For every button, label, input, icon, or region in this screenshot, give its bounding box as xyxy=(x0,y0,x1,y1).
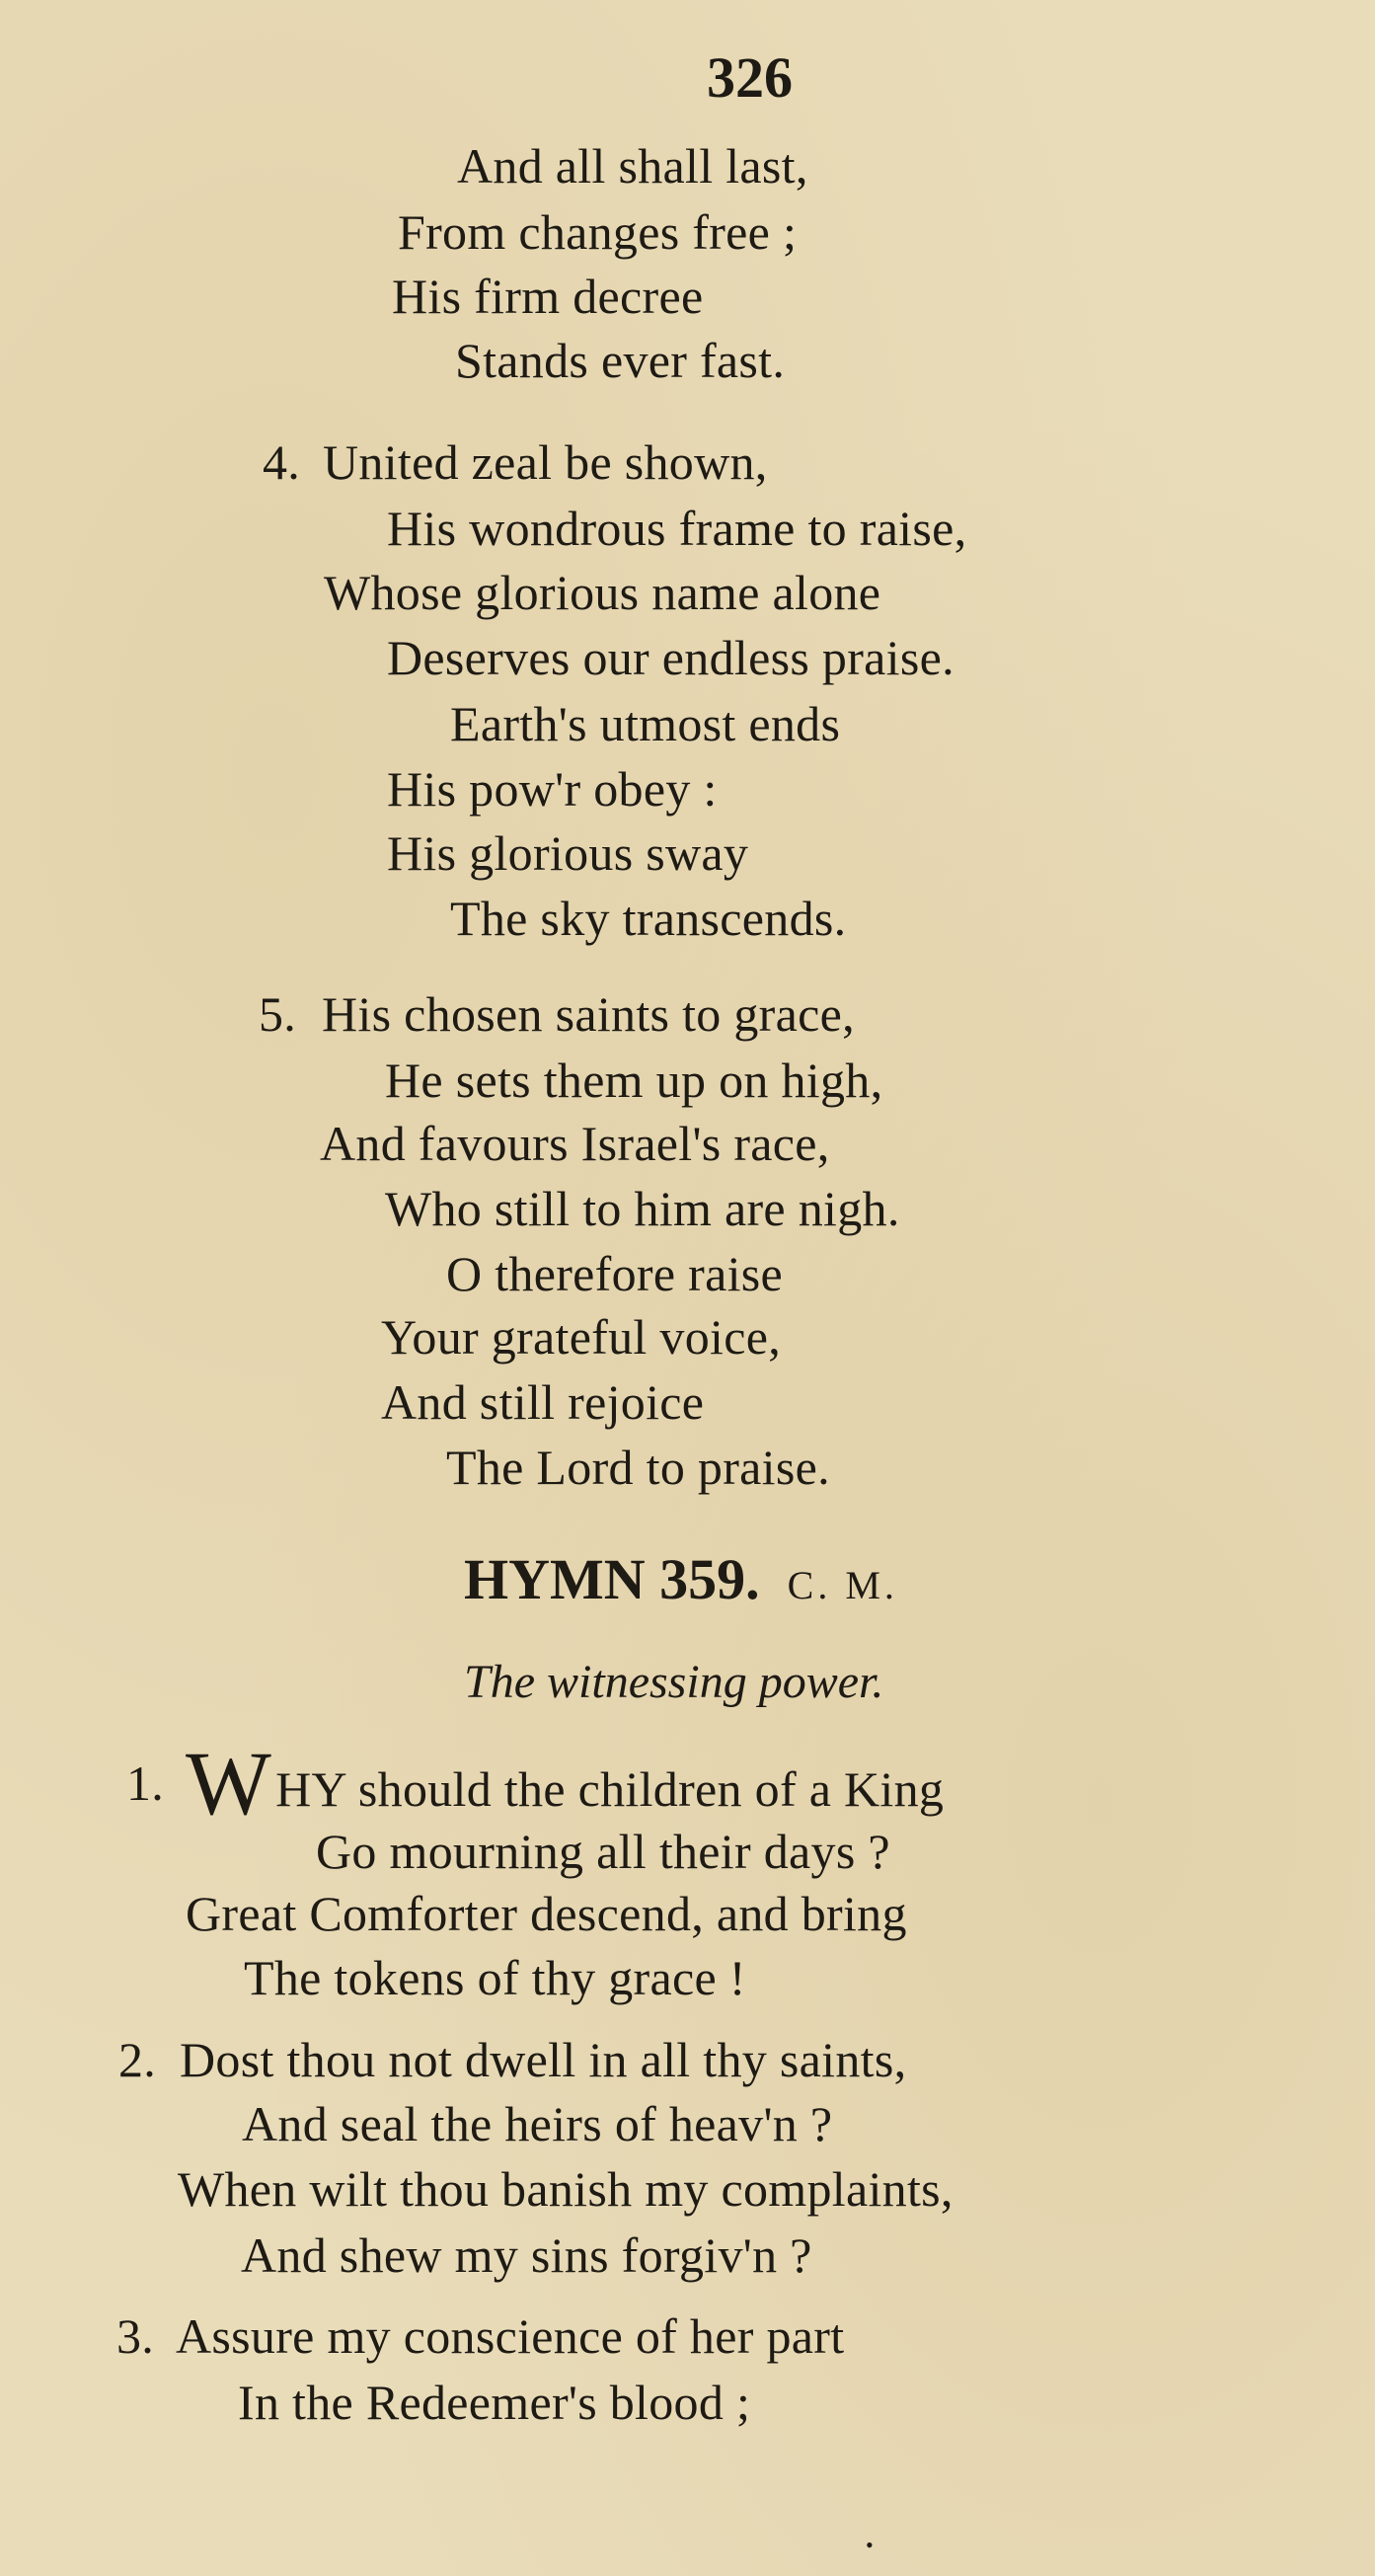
verse-line: His firm decree xyxy=(392,269,704,324)
page-number: 326 xyxy=(707,45,793,110)
ink-speck-decoration: • xyxy=(866,2533,874,2557)
verse-line: The sky transcends. xyxy=(450,891,847,946)
verse-line: Go mourning all their days ? xyxy=(316,1824,890,1879)
verse-line: United zeal be shown, xyxy=(323,434,768,490)
verse-line: O therefore raise xyxy=(446,1246,784,1301)
verse-line: And all shall last, xyxy=(457,138,808,194)
verse-line: In the Redeemer's blood ; xyxy=(238,2375,751,2430)
hymn-title xyxy=(464,1545,898,1620)
verse-line: Earth's utmost ends xyxy=(450,696,841,751)
verse-line: Deserves our endless praise. xyxy=(387,630,955,685)
stanza-number: 5. xyxy=(259,986,297,1042)
verse-number: 3. xyxy=(116,2308,155,2364)
stanza-number: 4. xyxy=(263,434,301,490)
verse-line: Stands ever fast. xyxy=(455,333,786,388)
hymn-subtitle: The witnessing power. xyxy=(464,1656,884,1708)
verse-line: His pow'r obey : xyxy=(387,761,718,817)
verse-line: His wondrous frame to raise, xyxy=(387,501,967,556)
verse-line: He sets them up on high, xyxy=(385,1053,883,1108)
verse-line: And favours Israel's race, xyxy=(320,1116,830,1171)
verse-line: When wilt thou banish my complaints, xyxy=(178,2161,954,2217)
verse-first-line xyxy=(186,1733,945,1834)
verse-line: And shew my sins forgiv'n ? xyxy=(241,2227,812,2283)
verse-line: Great Comforter descend, and bring xyxy=(186,1886,907,1941)
hymn-meter: C. M. xyxy=(787,1563,898,1607)
verse-line-rest: HY should the children of a King xyxy=(275,1761,945,1817)
verse-line: Your grateful voice, xyxy=(381,1309,781,1365)
verse-line: Assure my conscience of her part xyxy=(176,2308,845,2364)
verse-line: Whose glorious name alone xyxy=(324,565,881,620)
verse-line: And still rejoice xyxy=(381,1374,705,1430)
verse-number: 1. xyxy=(126,1756,165,1811)
hymn-number: HYMN 359. xyxy=(464,1547,760,1611)
verse-line: His glorious sway xyxy=(387,825,749,881)
verse-line: Dost thou not dwell in all thy saints, xyxy=(180,2032,907,2087)
verse-line: And seal the heirs of heav'n ? xyxy=(242,2096,833,2151)
verse-number: 2. xyxy=(118,2032,157,2087)
verse-line: The Lord to praise. xyxy=(446,1440,830,1495)
verse-line: Who still to him are nigh. xyxy=(385,1181,900,1236)
verse-line: His chosen saints to grace, xyxy=(322,986,855,1042)
verse-line: The tokens of thy grace ! xyxy=(244,1950,746,2005)
verse-line: From changes free ; xyxy=(398,204,798,260)
drop-cap: W xyxy=(186,1733,272,1834)
